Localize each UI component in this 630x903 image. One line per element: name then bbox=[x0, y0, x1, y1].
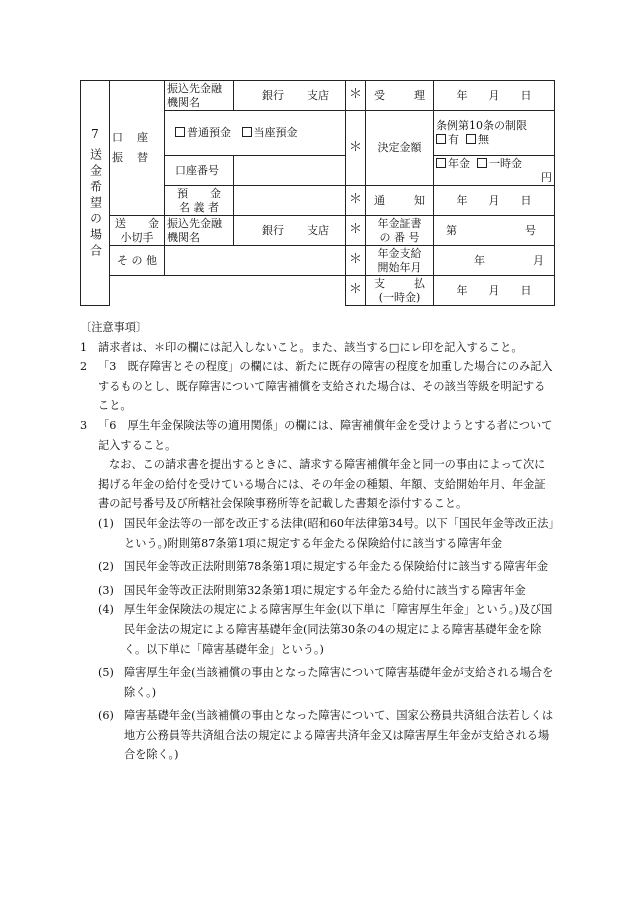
bank-name-label-2: 振込先金融 機関名 bbox=[165, 216, 234, 246]
note-item: 1 請求者は、＊印の欄には記入しないこと。また、該当する□にレ印を記入すること。 bbox=[80, 340, 523, 354]
koza-label-line1: 口座 bbox=[112, 131, 162, 145]
note-item: 3 「6 厚生年金保険法等の適用関係」の欄には、障害補償年金を受けようとする者について記入すること。 bbox=[80, 418, 553, 452]
yen-suffix: 円 bbox=[541, 170, 552, 184]
checkbox-icon[interactable] bbox=[175, 127, 185, 137]
note-subitem: (6) 障害基礎年金(当該補償の事由となった障害について、国家公務員共済組合法若しくは地方公務員等共済組合法の規定による障害共済年金又は障害厚生年金が支給される場合を除く。) bbox=[98, 709, 554, 762]
star-mark: ＊ bbox=[346, 246, 366, 276]
nenkin-shosho-value[interactable]: 第 号 bbox=[434, 216, 555, 246]
kettei-label: 決定金額 bbox=[366, 111, 434, 186]
star-mark: ＊ bbox=[346, 186, 366, 216]
note-subitem: (3) 国民年金等改正法附則第32条第1項に規定する年金たる給付に該当する障害年金 bbox=[98, 583, 526, 597]
remittance-form-table bbox=[80, 80, 555, 306]
note-subitem: (2) 国民年金等改正法附則第78条第1項に規定する年金たる保険給付に該当する障害年金 bbox=[98, 560, 549, 574]
bank-name-value[interactable] bbox=[234, 81, 346, 111]
bank-suffix: 銀行 bbox=[262, 88, 284, 102]
account-number-label: 口座番号 bbox=[165, 156, 234, 186]
branch-suffix: 支店 bbox=[307, 88, 329, 102]
jorei-cell[interactable]: 条例第10条の制限 有 無 bbox=[434, 111, 555, 156]
holder-value[interactable] bbox=[234, 186, 346, 216]
deposit-type-cell[interactable] bbox=[165, 111, 346, 156]
shiharai-label: 支 払 (一時金) bbox=[366, 276, 434, 306]
nenkin-shikyu-label: 年金支給 開始年月 bbox=[366, 246, 434, 276]
section-label: 送金希望の場合 bbox=[88, 147, 103, 260]
shiharai-date[interactable]: 年 月 日 bbox=[434, 276, 555, 306]
note-subitem: (1) 国民年金法等の一部を改正する法律(昭和60年法律第34号。以下「国民年金等改正法」という。)附則第87条第1項に規定する年金たる保険給付に該当する障害年金 bbox=[98, 516, 554, 550]
nenkin-shosho-label: 年金証書 の 番 号 bbox=[366, 216, 434, 246]
bank-name-value-2[interactable]: 銀行 支店 bbox=[234, 216, 346, 246]
star-mark: ＊ bbox=[346, 216, 366, 246]
checkbox-icon[interactable] bbox=[436, 158, 446, 168]
futsu-label: 普通預金 bbox=[187, 126, 231, 140]
checkbox-icon[interactable] bbox=[242, 127, 252, 137]
jorei-label: 条例第10条の制限 bbox=[436, 119, 527, 133]
checkbox-icon[interactable] bbox=[477, 158, 487, 168]
sonota-label: そ の 他 bbox=[110, 246, 165, 276]
checkbox-icon[interactable] bbox=[436, 134, 446, 144]
juri-label: 受 理 bbox=[366, 81, 434, 111]
section-header-cell bbox=[81, 81, 110, 306]
empty-cell bbox=[110, 276, 346, 306]
juri-date[interactable]: 年 月 日 bbox=[434, 81, 555, 111]
account-number-value[interactable] bbox=[234, 156, 346, 186]
note-subitem: (4) 厚生年金保険法の規定による障害厚生年金(以下単に「障害厚生年金」という。)及び国民年金法の規定による障害基礎年金(同法第30条の4の規定による障害基礎年金を除く。以下単に「障害基礎年金」という。) bbox=[98, 603, 553, 656]
notes-paragraph: なお、この請求書を提出するときに、請求する障害補償年金と同一の事由によって次に掲げる年金の給付を受けている場合には、その年金の種類、年額、支給開始年月、年金証書の記号番号及び所轄社会保険事務所等を記載した書類を添付すること。 bbox=[98, 458, 546, 511]
shiharai-sub-label: (一時金) bbox=[378, 290, 421, 304]
kettei-amount-cell[interactable]: 年金 一時金 円 bbox=[434, 156, 555, 186]
sonota-value[interactable] bbox=[165, 246, 346, 276]
notes-section bbox=[80, 318, 554, 765]
star-mark: ＊ bbox=[346, 111, 366, 186]
tsuchi-label: 通 知 bbox=[366, 186, 434, 216]
koza-furikae-label bbox=[110, 81, 165, 216]
star-mark: ＊ bbox=[346, 81, 366, 111]
toza-label: 当座預金 bbox=[253, 126, 298, 140]
holder-label: 預 金 名 義 者 bbox=[165, 186, 234, 216]
note-item: 2 「3 既存障害とその程度」の欄には、新たに既存の障害の程度を加重した場合にのみ記入するものとし、既存障害について障害補償を支給された場合は、その該当等級を明記すること。 bbox=[80, 360, 553, 413]
section-number: 7 bbox=[91, 126, 99, 141]
notes-heading: 〔注意事項〕 bbox=[80, 321, 148, 334]
soukin-label: 送 金 小切手 bbox=[110, 216, 165, 246]
note-subitem: (5) 障害厚生年金(当該補償の事由となった障害について障害基礎年金が支給される場合を除く。) bbox=[98, 666, 554, 699]
star-mark: ＊ bbox=[346, 276, 366, 306]
checkbox-icon[interactable] bbox=[466, 134, 476, 144]
koza-label-line2: 振替 bbox=[112, 151, 162, 164]
bank-name-label: 振込先金融 機関名 bbox=[165, 81, 234, 111]
nenkin-shikyu-date[interactable]: 年 月 bbox=[434, 246, 555, 276]
tsuchi-date[interactable]: 年 月 日 bbox=[434, 186, 555, 216]
